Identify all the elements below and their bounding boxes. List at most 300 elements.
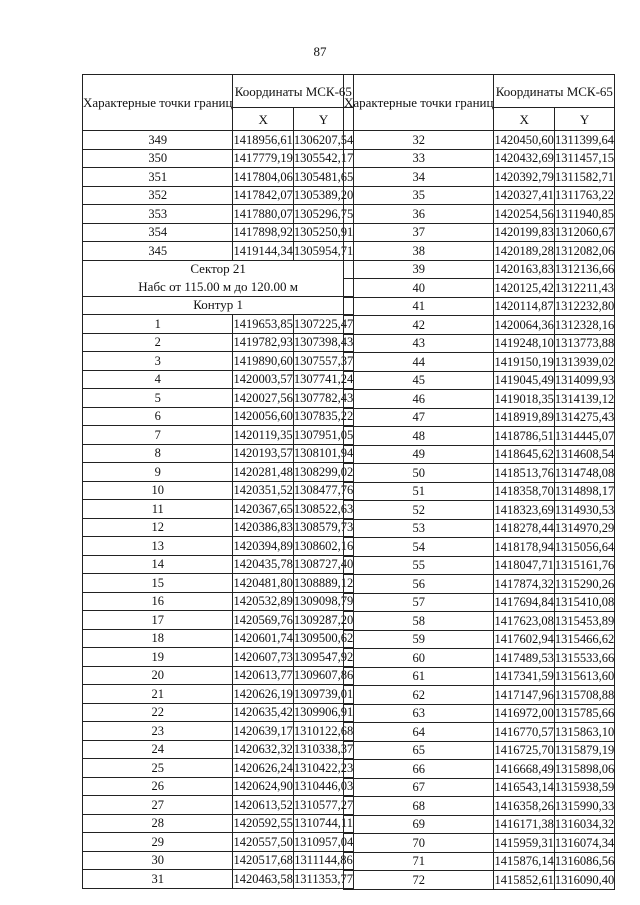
coord-y: 1315056,64 (554, 538, 614, 557)
coord-y: 1315290,26 (554, 575, 614, 594)
table-row (83, 592, 354, 611)
header-points: Характерные точки границ (83, 75, 233, 131)
point-number: 35 (344, 186, 494, 205)
coord-y: 1315898,06 (554, 760, 614, 779)
coord-y: 1311582,71 (554, 168, 614, 187)
table-row (344, 630, 615, 649)
coord-y: 1314970,29 (554, 519, 614, 538)
coord-y: 1307225,47 (293, 315, 353, 334)
coord-x: 1420432,69 (494, 149, 554, 168)
coord-x: 1420532,89 (233, 592, 293, 611)
coord-y: 1310577,27 (293, 796, 353, 815)
coord-x: 1420635,42 (233, 703, 293, 722)
coord-x: 1417804,06 (233, 168, 293, 187)
header-points: Характерные точки границ (344, 75, 494, 131)
point-number: 29 (83, 833, 233, 852)
coord-x: 1420569,76 (233, 611, 293, 630)
point-number: 52 (344, 501, 494, 520)
point-number: 45 (344, 371, 494, 390)
coord-x: 1420056,60 (233, 407, 293, 426)
point-number: 40 (344, 279, 494, 298)
header-y: Y (554, 108, 614, 131)
coord-x: 1419782,93 (233, 333, 293, 352)
point-number: 58 (344, 612, 494, 631)
header-x: X (494, 108, 554, 131)
table-row (83, 407, 354, 426)
table-row (344, 852, 615, 871)
coord-x: 1419248,10 (494, 334, 554, 353)
coord-x: 1418513,76 (494, 464, 554, 483)
coord-y: 1305389,20 (293, 186, 353, 205)
point-number: 71 (344, 852, 494, 871)
point-number: 11 (83, 500, 233, 519)
coord-y: 1315990,33 (554, 797, 614, 816)
coord-y: 1305954,71 (293, 242, 353, 261)
coord-y: 1311940,85 (554, 205, 614, 224)
table-row (344, 519, 615, 538)
point-number: 2 (83, 333, 233, 352)
coord-x: 1419045,49 (494, 371, 554, 390)
point-number: 51 (344, 482, 494, 501)
coord-x: 1418278,44 (494, 519, 554, 538)
coord-y: 1308101,94 (293, 444, 353, 463)
point-number: 351 (83, 168, 233, 187)
coord-x: 1420254,56 (494, 205, 554, 224)
coord-x: 1419018,35 (494, 390, 554, 409)
table-row (344, 390, 615, 409)
coord-y: 1316034,32 (554, 815, 614, 834)
coord-y: 1310744,11 (293, 814, 353, 833)
coord-x: 1420613,52 (233, 796, 293, 815)
coord-y: 1310122,68 (293, 722, 353, 741)
coord-x: 1420125,42 (494, 279, 554, 298)
point-number: 28 (83, 814, 233, 833)
coord-x: 1416770,57 (494, 723, 554, 742)
coord-x: 1417898,92 (233, 223, 293, 242)
point-number: 1 (83, 315, 233, 334)
point-number: 20 (83, 666, 233, 685)
coord-x: 1418047,71 (494, 556, 554, 575)
coord-y: 1311144,86 (293, 851, 353, 870)
table-row (83, 444, 354, 463)
coord-y: 1308477,76 (293, 481, 353, 500)
table-row (83, 833, 354, 852)
point-number: 47 (344, 408, 494, 427)
coord-y: 1305481,65 (293, 168, 353, 187)
contour-name: Контур 1 (83, 296, 354, 315)
coord-x: 1416972,00 (494, 704, 554, 723)
coord-y: 1309500,62 (293, 629, 353, 648)
point-number: 18 (83, 629, 233, 648)
coord-x: 1420626,24 (233, 759, 293, 778)
coord-y: 1315938,59 (554, 778, 614, 797)
table-row (83, 685, 354, 704)
table-row (83, 537, 354, 556)
point-number: 48 (344, 427, 494, 446)
table-row (344, 408, 615, 427)
coord-y: 1316074,34 (554, 834, 614, 853)
point-number: 345 (83, 242, 233, 261)
header-y: Y (293, 108, 353, 131)
table-row (83, 186, 354, 205)
point-number: 33 (344, 149, 494, 168)
point-number: 9 (83, 463, 233, 482)
point-number: 65 (344, 741, 494, 760)
coord-y: 1314930,53 (554, 501, 614, 520)
coord-x: 1420189,28 (494, 242, 554, 261)
coord-x: 1420163,83 (494, 260, 554, 279)
point-number: 24 (83, 740, 233, 759)
coord-x: 1420632,32 (233, 740, 293, 759)
table-row (344, 538, 615, 557)
coord-y: 1312211,43 (554, 279, 614, 298)
coord-x: 1420517,68 (233, 851, 293, 870)
coord-x: 1417880,07 (233, 205, 293, 224)
point-number: 6 (83, 407, 233, 426)
coord-x: 1416171,38 (494, 815, 554, 834)
point-number: 72 (344, 871, 494, 890)
coord-y: 1308579,73 (293, 518, 353, 537)
table-row (83, 131, 354, 150)
coord-y: 1315453,89 (554, 612, 614, 631)
table-row (344, 445, 615, 464)
point-number: 55 (344, 556, 494, 575)
point-number: 42 (344, 316, 494, 335)
point-number: 38 (344, 242, 494, 261)
point-number: 15 (83, 574, 233, 593)
coord-y: 1315466,62 (554, 630, 614, 649)
coord-x: 1420639,17 (233, 722, 293, 741)
coordinates-table-left (82, 74, 354, 889)
coord-y: 1315613,60 (554, 667, 614, 686)
coord-y: 1312060,67 (554, 223, 614, 242)
coord-x: 1420351,52 (233, 481, 293, 500)
point-number: 70 (344, 834, 494, 853)
coord-y: 1308727,40 (293, 555, 353, 574)
coord-x: 1420592,55 (233, 814, 293, 833)
coord-x: 1420119,35 (233, 426, 293, 445)
point-number: 64 (344, 723, 494, 742)
table-row (83, 315, 354, 334)
table-row (344, 242, 615, 261)
table-row (344, 316, 615, 335)
coord-y: 1314898,17 (554, 482, 614, 501)
coord-x: 1420281,48 (233, 463, 293, 482)
coord-y: 1314099,93 (554, 371, 614, 390)
point-number: 63 (344, 704, 494, 723)
point-number: 53 (344, 519, 494, 538)
coordinates-table-right (343, 74, 615, 890)
table-row (83, 796, 354, 815)
coord-x: 1420435,78 (233, 555, 293, 574)
table-row (344, 334, 615, 353)
point-number: 25 (83, 759, 233, 778)
coord-y: 1311399,64 (554, 131, 614, 150)
coord-y: 1311763,22 (554, 186, 614, 205)
table-row (83, 352, 354, 371)
coord-x: 1420003,57 (233, 370, 293, 389)
coord-x: 1419144,34 (233, 242, 293, 261)
table-row (83, 426, 354, 445)
point-number: 67 (344, 778, 494, 797)
point-number: 23 (83, 722, 233, 741)
coord-x: 1420386,83 (233, 518, 293, 537)
coord-y: 1309287,20 (293, 611, 353, 630)
point-number: 41 (344, 297, 494, 316)
point-number: 54 (344, 538, 494, 557)
coord-y: 1313773,88 (554, 334, 614, 353)
table-row (83, 611, 354, 630)
coord-x: 1420114,87 (494, 297, 554, 316)
point-number: 69 (344, 815, 494, 834)
coord-y: 1315533,66 (554, 649, 614, 668)
table-row (83, 759, 354, 778)
coord-y: 1307951,05 (293, 426, 353, 445)
coord-x: 1420450,60 (494, 131, 554, 150)
coord-y: 1316086,56 (554, 852, 614, 871)
table-row (344, 686, 615, 705)
point-number: 36 (344, 205, 494, 224)
coord-y: 1314275,43 (554, 408, 614, 427)
table-row (344, 741, 615, 760)
coord-x: 1420601,74 (233, 629, 293, 648)
coord-y: 1309098,79 (293, 592, 353, 611)
table-row (344, 667, 615, 686)
table-row (83, 574, 354, 593)
coord-y: 1308299,02 (293, 463, 353, 482)
coord-x: 1418358,70 (494, 482, 554, 501)
coord-x: 1418645,62 (494, 445, 554, 464)
point-number: 34 (344, 168, 494, 187)
coord-y: 1315708,88 (554, 686, 614, 705)
coord-y: 1311353,77 (293, 870, 353, 889)
point-number: 350 (83, 149, 233, 168)
coord-x: 1420394,89 (233, 537, 293, 556)
coord-y: 1308889,12 (293, 574, 353, 593)
point-number: 66 (344, 760, 494, 779)
point-number: 32 (344, 131, 494, 150)
coord-x: 1415876,14 (494, 852, 554, 871)
table-row (83, 168, 354, 187)
point-number: 5 (83, 389, 233, 408)
point-number: 44 (344, 353, 494, 372)
point-number: 57 (344, 593, 494, 612)
table-row (344, 464, 615, 483)
coord-x: 1417489,53 (494, 649, 554, 668)
coord-y: 1314445,07 (554, 427, 614, 446)
coord-y: 1315785,66 (554, 704, 614, 723)
table-row (83, 648, 354, 667)
coord-y: 1310957,04 (293, 833, 353, 852)
coord-y: 1314608,54 (554, 445, 614, 464)
table-row (83, 389, 354, 408)
table-row (83, 851, 354, 870)
point-number: 30 (83, 851, 233, 870)
table-row (83, 740, 354, 759)
coord-x: 1420613,77 (233, 666, 293, 685)
coord-y: 1315410,08 (554, 593, 614, 612)
coord-x: 1419150,19 (494, 353, 554, 372)
point-number: 50 (344, 464, 494, 483)
table-row (83, 555, 354, 574)
coord-y: 1305296,75 (293, 205, 353, 224)
coord-y: 1309607,86 (293, 666, 353, 685)
coord-y: 1312232,80 (554, 297, 614, 316)
table-row (83, 500, 354, 519)
point-number: 8 (83, 444, 233, 463)
table-row (344, 704, 615, 723)
table-row (83, 370, 354, 389)
point-number: 39 (344, 260, 494, 279)
coord-y: 1308602,16 (293, 537, 353, 556)
point-number: 19 (83, 648, 233, 667)
point-number: 46 (344, 390, 494, 409)
table-row (344, 760, 615, 779)
coord-x: 1420327,41 (494, 186, 554, 205)
coord-x: 1417341,59 (494, 667, 554, 686)
point-number: 7 (83, 426, 233, 445)
point-number: 43 (344, 334, 494, 353)
coord-y: 1310422,23 (293, 759, 353, 778)
coord-x: 1420193,57 (233, 444, 293, 463)
table-row (344, 834, 615, 853)
coord-y: 1314748,08 (554, 464, 614, 483)
table-row (344, 778, 615, 797)
coord-x: 1418956,61 (233, 131, 293, 150)
table-row (83, 629, 354, 648)
table-row (83, 333, 354, 352)
coord-x: 1420557,50 (233, 833, 293, 852)
table-row (83, 870, 354, 889)
coord-y: 1315879,19 (554, 741, 614, 760)
point-number: 21 (83, 685, 233, 704)
table-row (344, 427, 615, 446)
coord-x: 1415959,31 (494, 834, 554, 853)
coord-x: 1420607,73 (233, 648, 293, 667)
coord-y: 1307398,43 (293, 333, 353, 352)
coord-x: 1417694,84 (494, 593, 554, 612)
point-number: 13 (83, 537, 233, 556)
coord-x: 1417842,07 (233, 186, 293, 205)
table-row (344, 797, 615, 816)
table-row (344, 649, 615, 668)
table-row (344, 297, 615, 316)
point-number: 31 (83, 870, 233, 889)
table-row (344, 871, 615, 890)
coord-x: 1418178,94 (494, 538, 554, 557)
table-row (83, 777, 354, 796)
table-row (83, 242, 354, 261)
point-number: 37 (344, 223, 494, 242)
table-row (83, 149, 354, 168)
point-number: 60 (344, 649, 494, 668)
coord-y: 1312328,16 (554, 316, 614, 335)
point-number: 61 (344, 667, 494, 686)
table-row (344, 260, 615, 279)
coord-x: 1418323,69 (494, 501, 554, 520)
table-row (344, 501, 615, 520)
coord-x: 1420367,65 (233, 500, 293, 519)
table-row (344, 371, 615, 390)
table-row (344, 593, 615, 612)
coord-y: 1313939,02 (554, 353, 614, 372)
coord-x: 1420392,79 (494, 168, 554, 187)
coord-y: 1309547,92 (293, 648, 353, 667)
table-row (344, 205, 615, 224)
point-number: 352 (83, 186, 233, 205)
point-number: 12 (83, 518, 233, 537)
coord-x: 1420027,56 (233, 389, 293, 408)
coord-x: 1417779,19 (233, 149, 293, 168)
point-number: 10 (83, 481, 233, 500)
coord-x: 1416358,26 (494, 797, 554, 816)
point-number: 26 (83, 777, 233, 796)
table-row (83, 518, 354, 537)
table-row (83, 703, 354, 722)
table-row (83, 463, 354, 482)
coord-x: 1418919,89 (494, 408, 554, 427)
point-number: 16 (83, 592, 233, 611)
coord-x: 1416543,14 (494, 778, 554, 797)
point-number: 59 (344, 630, 494, 649)
table-row (344, 279, 615, 298)
coord-y: 1307835,22 (293, 407, 353, 426)
header-coords: Координаты МСК-65 (494, 75, 615, 108)
coord-x: 1418786,51 (494, 427, 554, 446)
point-number: 4 (83, 370, 233, 389)
coord-x: 1417623,08 (494, 612, 554, 631)
point-number: 62 (344, 686, 494, 705)
coord-y: 1312082,06 (554, 242, 614, 261)
header-coords: Координаты МСК-65 (233, 75, 354, 108)
table-row (83, 814, 354, 833)
coord-x: 1420064,36 (494, 316, 554, 335)
coord-x: 1420199,83 (494, 223, 554, 242)
coord-x: 1415852,61 (494, 871, 554, 890)
table-row (83, 666, 354, 685)
point-number: 354 (83, 223, 233, 242)
coord-y: 1308522,63 (293, 500, 353, 519)
point-number: 353 (83, 205, 233, 224)
table-row (83, 481, 354, 500)
coord-y: 1316090,40 (554, 871, 614, 890)
table-row (344, 353, 615, 372)
coord-y: 1306207,54 (293, 131, 353, 150)
point-number: 17 (83, 611, 233, 630)
coord-x: 1416725,70 (494, 741, 554, 760)
table-row (344, 223, 615, 242)
table-row (344, 482, 615, 501)
table-row (344, 131, 615, 150)
table-row (344, 186, 615, 205)
coord-x: 1417147,96 (494, 686, 554, 705)
table-row (344, 723, 615, 742)
point-number: 56 (344, 575, 494, 594)
table-row (83, 722, 354, 741)
coord-y: 1307741,24 (293, 370, 353, 389)
table-row (344, 612, 615, 631)
coord-x: 1417874,32 (494, 575, 554, 594)
table-row (344, 575, 615, 594)
coord-y: 1305542,17 (293, 149, 353, 168)
table-row (344, 815, 615, 834)
point-number: 3 (83, 352, 233, 371)
table-row (344, 149, 615, 168)
coord-x: 1420463,58 (233, 870, 293, 889)
point-number: 349 (83, 131, 233, 150)
coord-y: 1312136,66 (554, 260, 614, 279)
page-number: 87 (313, 44, 327, 59)
